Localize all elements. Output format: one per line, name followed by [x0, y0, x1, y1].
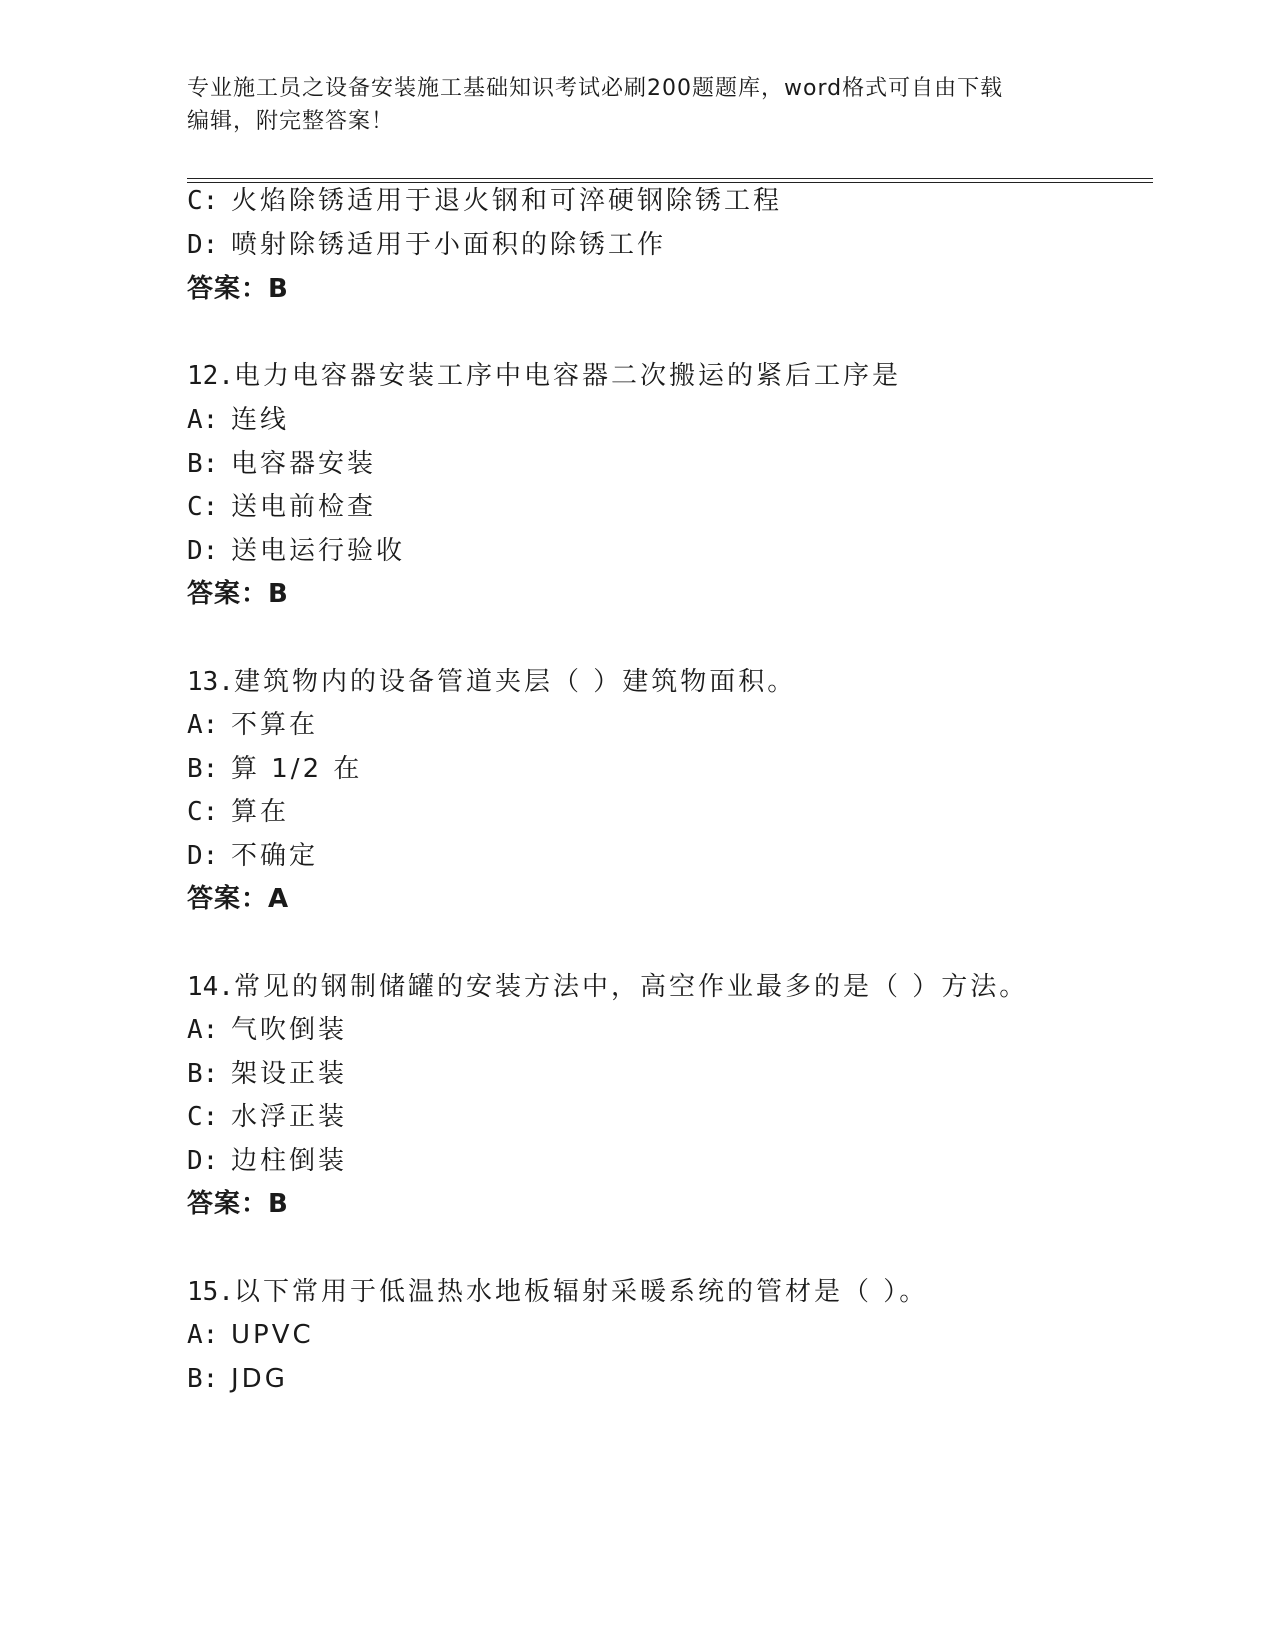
option-line: [187, 1144, 347, 1178]
option-text: 水浮正装: [231, 1102, 348, 1132]
option-letter: B:: [187, 1364, 219, 1394]
question-stem: [187, 1275, 928, 1309]
option-text: 不算在: [231, 710, 319, 740]
question-number: 12.: [187, 361, 234, 391]
option-line: [187, 839, 318, 873]
option-line: [187, 447, 376, 481]
option-letter: D:: [187, 841, 219, 871]
option-text: 算 1/2 在: [231, 754, 363, 784]
question-text: 常见的钢制储罐的安装方法中，高空作业最多的是（ ）方法。: [233, 972, 1029, 1002]
option-line: [187, 534, 405, 568]
option-line: [187, 1362, 288, 1396]
answer-line: 答案：B: [187, 579, 289, 609]
option-letter: A:: [187, 1015, 219, 1045]
option-letter: C:: [187, 1102, 219, 1132]
option-text: UPVC: [231, 1320, 314, 1350]
option-line: [187, 184, 782, 218]
option-line: [187, 1100, 347, 1134]
option-line: [187, 1013, 347, 1047]
option-line: [187, 490, 376, 524]
option-text: 架设正装: [231, 1059, 348, 1089]
option-text: 喷射除锈适用于小面积的除锈工作: [231, 230, 667, 260]
question-number: 15.: [187, 1277, 234, 1307]
question-stem: [187, 359, 901, 393]
document-title-line-2: 编辑，附完整答案！: [187, 109, 395, 134]
option-letter: D:: [187, 230, 219, 260]
answer-line: 答案：B: [187, 1189, 289, 1219]
option-letter: B:: [187, 449, 219, 479]
option-text: 送电运行验收: [231, 536, 406, 566]
option-text: 气吹倒装: [231, 1015, 348, 1045]
option-line: [187, 228, 666, 262]
option-letter: A:: [187, 405, 219, 435]
option-line: [187, 708, 318, 742]
option-letter: C:: [187, 797, 219, 827]
answer-line: 答案：B: [187, 274, 289, 304]
option-text: 火焰除锈适用于退火钢和可淬硬钢除锈工程: [231, 186, 783, 216]
option-text: 边柱倒装: [231, 1146, 348, 1176]
answer-line: 答案：A: [187, 884, 290, 914]
header-divider: [187, 178, 1153, 183]
question-number: 13.: [187, 667, 234, 697]
option-line: [187, 403, 289, 437]
question-text: 建筑物内的设备管道夹层（ ）建筑物面积。: [233, 667, 797, 697]
option-letter: B:: [187, 754, 219, 784]
option-letter: D:: [187, 536, 219, 566]
option-line: [187, 752, 362, 786]
option-text: JDG: [231, 1364, 288, 1394]
option-letter: C:: [187, 492, 219, 522]
option-text: 电容器安装: [231, 449, 377, 479]
question-text: 以下常用于低温热水地板辐射采暖系统的管材是（ ）。: [233, 1277, 929, 1307]
question-text: 电力电容器安装工序中电容器二次搬运的紧后工序是: [233, 361, 901, 391]
option-text: 算在: [231, 797, 290, 827]
option-text: 送电前检查: [231, 492, 377, 522]
option-line: [187, 1318, 314, 1352]
option-letter: D:: [187, 1146, 219, 1176]
document-title-line-1: 专业施工员之设备安装施工基础知识考试必刷200题题库，word格式可自由下载: [187, 76, 1004, 101]
question-stem: [187, 665, 796, 699]
option-line: [187, 795, 289, 829]
option-text: 不确定: [231, 841, 319, 871]
option-letter: C:: [187, 186, 219, 216]
document-header: [187, 72, 1087, 138]
option-letter: A:: [187, 710, 219, 740]
option-line: [187, 1057, 347, 1091]
question-stem: [187, 970, 1028, 1004]
question-number: 14.: [187, 972, 234, 1002]
option-letter: A:: [187, 1320, 219, 1350]
option-letter: B:: [187, 1059, 219, 1089]
option-text: 连线: [231, 405, 290, 435]
